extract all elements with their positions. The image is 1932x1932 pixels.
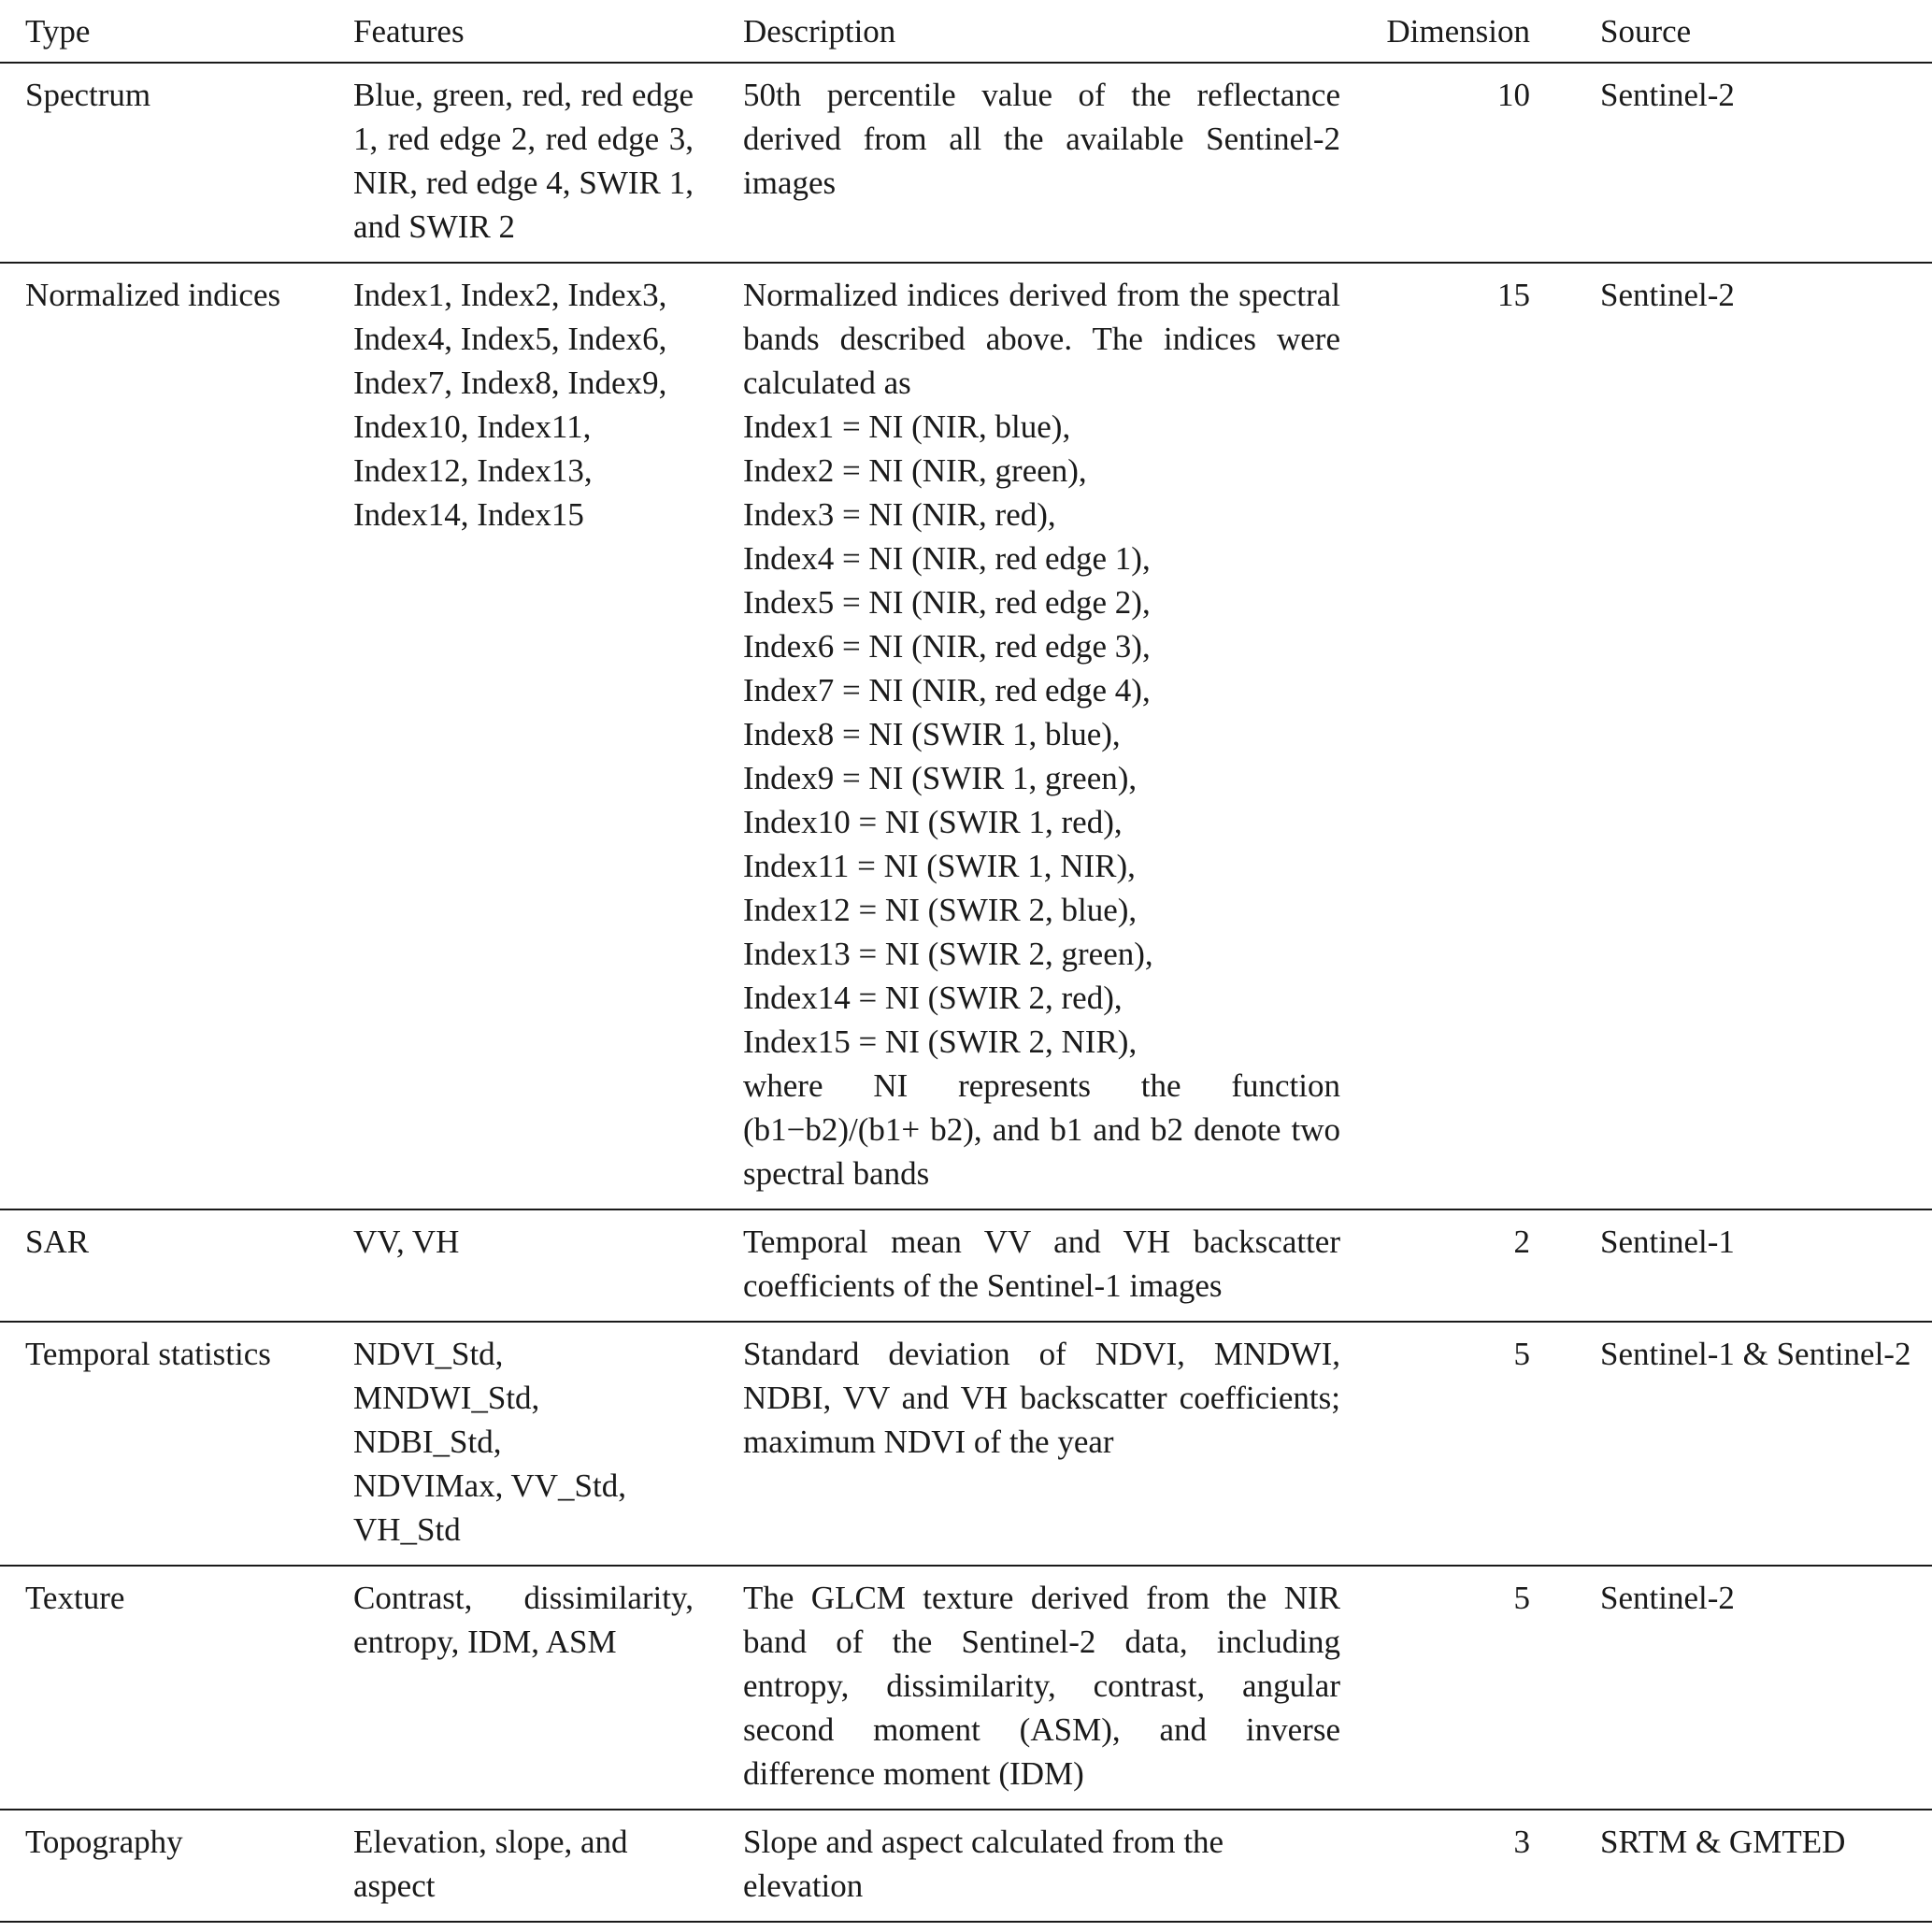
cell-description: Slope and aspect calculated from the elevation xyxy=(743,1824,1224,1904)
cell-type: SAR xyxy=(25,1224,90,1260)
cell-description: Temporal mean VV and VH backscatter coefficients of the Sentinel-1 images xyxy=(743,1224,1340,1304)
cell-description xyxy=(719,263,1366,1209)
index-formula: Index9 = NI (SWIR 1, green), xyxy=(743,760,1138,796)
table-row xyxy=(0,1566,1932,1810)
cell-features: Elevation, slope, and aspect xyxy=(353,1824,628,1904)
cell-features: Index1, Index2, Index3, Index4, Index5, Index6, Index7, Index8, Index9, Index10, Index11, Index12, Index13, Index14, Index15 xyxy=(353,277,667,533)
header-description: Description xyxy=(743,13,896,50)
cell-dimension: 5 xyxy=(1513,1580,1530,1616)
feature-table xyxy=(0,6,1932,1923)
index-formula: Index7 = NI (NIR, red edge 4), xyxy=(743,672,1151,708)
cell-description: The GLCM texture derived from the NIR band of the Sentinel-2 data, including entropy, dissimilarity, contrast, angular second moment (ASM), and inverse difference moment (IDM) xyxy=(743,1580,1340,1792)
index-formula: Index14 = NI (SWIR 2, red), xyxy=(743,980,1123,1016)
description-outro: where NI represents the function (b1−b2)/(b1+ b2), and b1 and b2 denote two spectral bands xyxy=(743,1067,1340,1192)
cell-dimension: 10 xyxy=(1497,77,1530,113)
feature-item: MNDWI_Std, xyxy=(353,1380,540,1416)
feature-item: NDBI_Std, xyxy=(353,1424,502,1460)
cell-dimension: 5 xyxy=(1513,1336,1530,1372)
cell-type: Normalized indices xyxy=(25,277,281,313)
index-formula: Index1 = NI (NIR, blue), xyxy=(743,408,1071,445)
table-row xyxy=(0,263,1932,1209)
table-row xyxy=(0,1810,1932,1922)
cell-type: Texture xyxy=(25,1580,125,1616)
feature-item: NDVIMax, VV_Std, xyxy=(353,1467,626,1504)
cell-type: Temporal statistics xyxy=(25,1336,271,1372)
index-formula: Index4 = NI (NIR, red edge 1), xyxy=(743,540,1151,577)
cell-dimension: 2 xyxy=(1513,1224,1530,1260)
cell-source: Sentinel-2 xyxy=(1600,277,1735,313)
cell-type: Spectrum xyxy=(25,77,151,113)
index-formula-list xyxy=(743,405,1340,1064)
index-formula: Index10 = NI (SWIR 1, red), xyxy=(743,804,1123,840)
cell-source: Sentinel-1 & Sentinel-2 xyxy=(1600,1336,1911,1372)
table-header-row xyxy=(0,6,1932,63)
index-formula: Index13 = NI (SWIR 2, green), xyxy=(743,936,1153,972)
header-features: Features xyxy=(353,13,465,50)
feature-item: NDVI_Std, xyxy=(353,1336,504,1372)
description-intro: Normalized indices derived from the spectral bands described above. The indices were calculated as xyxy=(743,277,1340,401)
feature-item: VH_Std xyxy=(353,1511,461,1548)
cell-description: 50th percentile value of the reflectance derived from all the available Sentinel-2 images xyxy=(743,77,1340,201)
cell-source: Sentinel-1 xyxy=(1600,1224,1735,1260)
cell-description: Standard deviation of NDVI, MNDWI, NDBI, VV and VH backscatter coefficients; maximum NDVI of the year xyxy=(743,1336,1340,1460)
header-type: Type xyxy=(25,13,91,50)
cell-dimension: 15 xyxy=(1497,277,1530,313)
cell-source: Sentinel-2 xyxy=(1600,1580,1735,1616)
cell-source: SRTM & GMTED xyxy=(1600,1824,1846,1860)
cell-features: VV, VH xyxy=(353,1224,460,1260)
cell-dimension: 3 xyxy=(1513,1824,1530,1860)
index-formula: Index5 = NI (NIR, red edge 2), xyxy=(743,584,1151,621)
table-row xyxy=(0,1322,1932,1566)
index-formula: Index6 = NI (NIR, red edge 3), xyxy=(743,628,1151,665)
cell-type: Topography xyxy=(25,1824,183,1860)
index-formula: Index12 = NI (SWIR 2, blue), xyxy=(743,892,1138,928)
table-row xyxy=(0,1209,1932,1322)
header-source: Source xyxy=(1600,13,1692,50)
index-formula: Index2 = NI (NIR, green), xyxy=(743,452,1087,489)
cell-source: Sentinel-2 xyxy=(1600,77,1735,113)
index-formula: Index3 = NI (NIR, red), xyxy=(743,496,1056,533)
cell-features: Blue, green, red, red edge 1, red edge 2, red edge 3, NIR, red edge 4, SWIR 1, and SWIR 2 xyxy=(353,77,694,245)
index-formula: Index11 = NI (SWIR 1, NIR), xyxy=(743,848,1136,884)
table-row xyxy=(0,63,1932,263)
header-dimension: Dimension xyxy=(1386,13,1530,50)
index-formula: Index15 = NI (SWIR 2, NIR), xyxy=(743,1023,1138,1060)
cell-features xyxy=(328,1322,719,1566)
cell-features: Contrast, dissimilarity, entropy, IDM, ASM xyxy=(353,1580,694,1660)
index-formula: Index8 = NI (SWIR 1, blue), xyxy=(743,716,1121,752)
